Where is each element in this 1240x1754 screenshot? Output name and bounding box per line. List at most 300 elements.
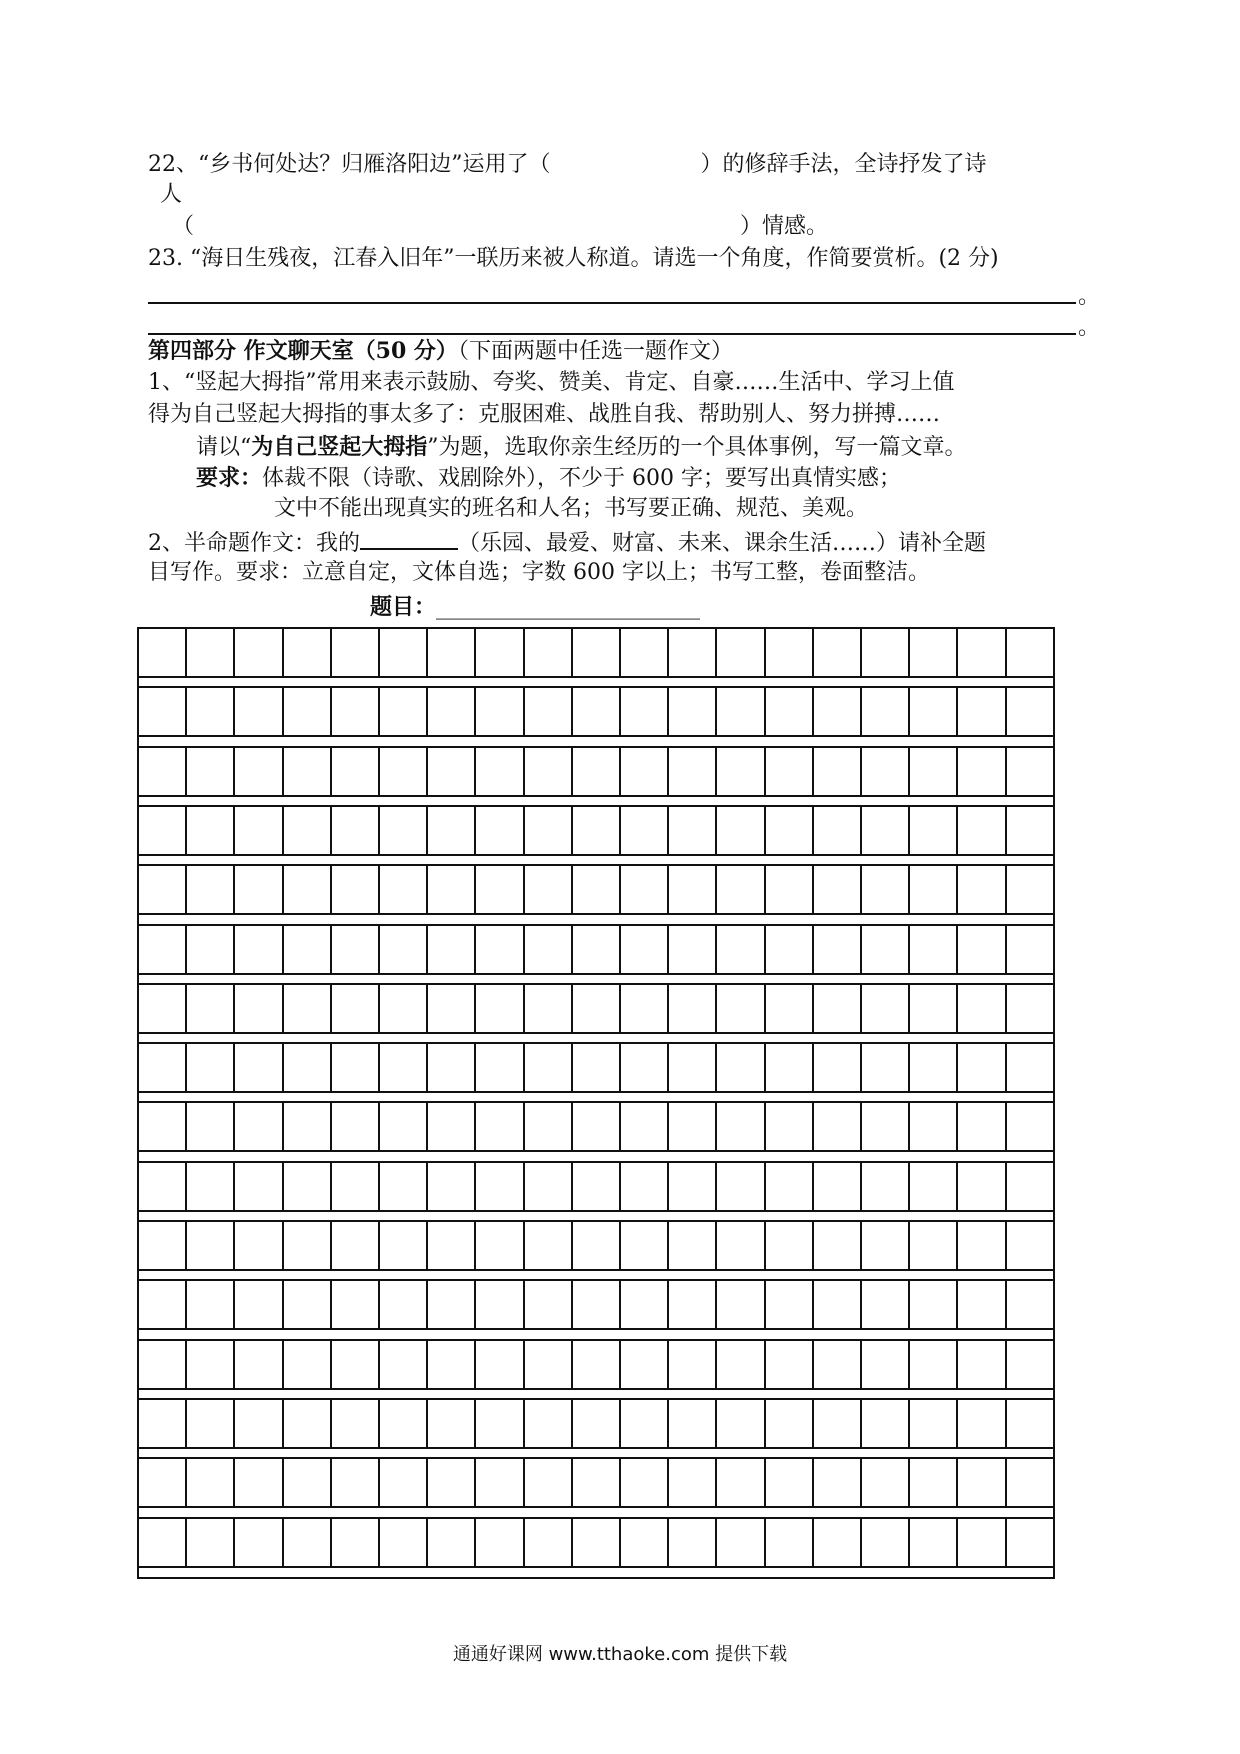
grid-cell[interactable] (862, 807, 910, 856)
grid-cell[interactable] (428, 1459, 476, 1508)
grid-cell[interactable] (428, 926, 476, 975)
grid-cell[interactable] (814, 1459, 862, 1508)
grid-cell[interactable] (669, 1103, 717, 1152)
grid-cell[interactable] (573, 926, 621, 975)
grid-cell[interactable] (428, 748, 476, 797)
grid-cell[interactable] (476, 1163, 524, 1212)
grid-cell[interactable] (766, 807, 814, 856)
grid-cell[interactable] (284, 1519, 332, 1568)
grid-cell[interactable] (235, 688, 283, 737)
grid-cell[interactable] (910, 1341, 958, 1390)
grid-cell[interactable] (235, 1163, 283, 1212)
grid-cell[interactable] (717, 1044, 765, 1093)
grid-cell[interactable] (525, 1519, 573, 1568)
grid-cell[interactable] (717, 807, 765, 856)
grid-cell[interactable] (717, 1281, 765, 1330)
grid-cell[interactable] (428, 1103, 476, 1152)
grid-cell[interactable] (476, 1222, 524, 1271)
grid-cell[interactable] (380, 866, 428, 915)
grid-cell[interactable] (862, 1222, 910, 1271)
grid-cell[interactable] (284, 807, 332, 856)
grid-cell[interactable] (235, 1519, 283, 1568)
grid-cell[interactable] (284, 748, 332, 797)
grid-cell[interactable] (332, 985, 380, 1034)
grid-cell[interactable] (1007, 1163, 1053, 1212)
grid-cell[interactable] (958, 688, 1006, 737)
grid-cell[interactable] (284, 1281, 332, 1330)
grid-cell[interactable] (284, 1044, 332, 1093)
grid-cell[interactable] (1007, 1459, 1053, 1508)
grid-cell[interactable] (187, 1222, 235, 1271)
grid-cell[interactable] (1007, 688, 1053, 737)
grid-cell[interactable] (380, 1222, 428, 1271)
grid-cell[interactable] (717, 1103, 765, 1152)
grid-cell[interactable] (862, 1341, 910, 1390)
grid-cell[interactable] (669, 1163, 717, 1212)
grid-cell[interactable] (139, 1103, 187, 1152)
title-blank[interactable]: ________________________ (436, 595, 701, 620)
grid-cell[interactable] (428, 1163, 476, 1212)
grid-cell[interactable] (428, 1281, 476, 1330)
grid-cell[interactable] (910, 629, 958, 678)
grid-cell[interactable] (573, 688, 621, 737)
grid-cell[interactable] (428, 866, 476, 915)
grid-cell[interactable] (332, 1163, 380, 1212)
grid-cell[interactable] (669, 985, 717, 1034)
grid-cell[interactable] (573, 748, 621, 797)
grid-cell[interactable] (669, 807, 717, 856)
grid-cell[interactable] (476, 1103, 524, 1152)
grid-cell[interactable] (139, 1281, 187, 1330)
grid-cell[interactable] (814, 985, 862, 1034)
grid-cell[interactable] (187, 866, 235, 915)
grid-cell[interactable] (573, 985, 621, 1034)
grid-cell[interactable] (766, 1400, 814, 1449)
grid-cell[interactable] (187, 1163, 235, 1212)
grid-cell[interactable] (573, 1281, 621, 1330)
grid-cell[interactable] (958, 1400, 1006, 1449)
grid-cell[interactable] (814, 629, 862, 678)
grid-cell[interactable] (139, 688, 187, 737)
grid-cell[interactable] (766, 629, 814, 678)
grid-cell[interactable] (669, 1044, 717, 1093)
grid-cell[interactable] (717, 1459, 765, 1508)
grid-cell[interactable] (525, 1163, 573, 1212)
grid-cell[interactable] (814, 1281, 862, 1330)
grid-cell[interactable] (525, 688, 573, 737)
grid-cell[interactable] (476, 688, 524, 737)
grid-cell[interactable] (380, 1281, 428, 1330)
grid-cell[interactable] (139, 1044, 187, 1093)
grid-cell[interactable] (1007, 985, 1053, 1034)
grid-cell[interactable] (1007, 807, 1053, 856)
grid-cell[interactable] (717, 1222, 765, 1271)
grid-cell[interactable] (235, 926, 283, 975)
grid-cell[interactable] (910, 1281, 958, 1330)
grid-cell[interactable] (669, 748, 717, 797)
grid-cell[interactable] (573, 866, 621, 915)
grid-cell[interactable] (862, 629, 910, 678)
grid-cell[interactable] (428, 1400, 476, 1449)
grid-cell[interactable] (476, 748, 524, 797)
grid-cell[interactable] (476, 1519, 524, 1568)
grid-cell[interactable] (235, 1222, 283, 1271)
grid-cell[interactable] (187, 985, 235, 1034)
grid-cell[interactable] (958, 1163, 1006, 1212)
grid-cell[interactable] (525, 1044, 573, 1093)
grid-cell[interactable] (1007, 1044, 1053, 1093)
grid-cell[interactable] (717, 1400, 765, 1449)
grid-cell[interactable] (621, 985, 669, 1034)
grid-cell[interactable] (717, 629, 765, 678)
grid-cell[interactable] (814, 1044, 862, 1093)
grid-cell[interactable] (766, 866, 814, 915)
grid-cell[interactable] (573, 629, 621, 678)
grid-cell[interactable] (525, 866, 573, 915)
grid-cell[interactable] (332, 1519, 380, 1568)
grid-cell[interactable] (187, 688, 235, 737)
grid-cell[interactable] (332, 1103, 380, 1152)
grid-cell[interactable] (1007, 1103, 1053, 1152)
grid-cell[interactable] (139, 985, 187, 1034)
grid-cell[interactable] (573, 1341, 621, 1390)
grid-cell[interactable] (621, 1400, 669, 1449)
grid-cell[interactable] (717, 748, 765, 797)
grid-cell[interactable] (621, 748, 669, 797)
grid-cell[interactable] (1007, 866, 1053, 915)
grid-cell[interactable] (187, 1519, 235, 1568)
grid-cell[interactable] (766, 1222, 814, 1271)
grid-cell[interactable] (476, 629, 524, 678)
grid-cell[interactable] (1007, 1281, 1053, 1330)
grid-cell[interactable] (380, 985, 428, 1034)
grid-cell[interactable] (814, 1341, 862, 1390)
grid-cell[interactable] (187, 1341, 235, 1390)
grid-cell[interactable] (1007, 926, 1053, 975)
grid-cell[interactable] (476, 926, 524, 975)
grid-cell[interactable] (187, 1400, 235, 1449)
grid-cell[interactable] (428, 1044, 476, 1093)
grid-cell[interactable] (910, 1459, 958, 1508)
grid-cell[interactable] (958, 1519, 1006, 1568)
grid-cell[interactable] (332, 1341, 380, 1390)
grid-cell[interactable] (717, 1519, 765, 1568)
grid-cell[interactable] (958, 985, 1006, 1034)
grid-cell[interactable] (910, 985, 958, 1034)
grid-cell[interactable] (139, 629, 187, 678)
grid-cell[interactable] (187, 1281, 235, 1330)
grid-cell[interactable] (573, 1163, 621, 1212)
grid-cell[interactable] (669, 1222, 717, 1271)
grid-cell[interactable] (476, 1459, 524, 1508)
grid-cell[interactable] (910, 1163, 958, 1212)
grid-cell[interactable] (235, 1281, 283, 1330)
grid-cell[interactable] (573, 1400, 621, 1449)
grid-cell[interactable] (621, 807, 669, 856)
grid-cell[interactable] (380, 688, 428, 737)
grid-cell[interactable] (139, 866, 187, 915)
grid-cell[interactable] (862, 1103, 910, 1152)
grid-cell[interactable] (187, 926, 235, 975)
grid-cell[interactable] (958, 1044, 1006, 1093)
grid-cell[interactable] (380, 629, 428, 678)
grid-cell[interactable] (910, 807, 958, 856)
grid-cell[interactable] (814, 866, 862, 915)
grid-cell[interactable] (332, 1459, 380, 1508)
grid-cell[interactable] (139, 1222, 187, 1271)
grid-cell[interactable] (284, 1341, 332, 1390)
grid-cell[interactable] (669, 866, 717, 915)
grid-cell[interactable] (380, 1400, 428, 1449)
grid-cell[interactable] (717, 1163, 765, 1212)
grid-cell[interactable] (1007, 629, 1053, 678)
grid-cell[interactable] (380, 1459, 428, 1508)
grid-cell[interactable] (235, 985, 283, 1034)
grid-cell[interactable] (766, 926, 814, 975)
grid-cell[interactable] (235, 1103, 283, 1152)
grid-cell[interactable] (187, 1103, 235, 1152)
grid-cell[interactable] (862, 985, 910, 1034)
grid-cell[interactable] (573, 1222, 621, 1271)
grid-cell[interactable] (1007, 1400, 1053, 1449)
grid-cell[interactable] (573, 1103, 621, 1152)
grid-cell[interactable] (573, 807, 621, 856)
grid-cell[interactable] (284, 688, 332, 737)
grid-cell[interactable] (380, 926, 428, 975)
grid-cell[interactable] (766, 748, 814, 797)
grid-cell[interactable] (284, 1459, 332, 1508)
grid-cell[interactable] (573, 1459, 621, 1508)
grid-cell[interactable] (1007, 748, 1053, 797)
grid-cell[interactable] (766, 1103, 814, 1152)
grid-cell[interactable] (958, 1222, 1006, 1271)
grid-cell[interactable] (235, 1044, 283, 1093)
grid-cell[interactable] (235, 1459, 283, 1508)
grid-cell[interactable] (717, 985, 765, 1034)
grid-cell[interactable] (621, 1459, 669, 1508)
grid-cell[interactable] (332, 1222, 380, 1271)
grid-cell[interactable] (428, 807, 476, 856)
grid-cell[interactable] (814, 1103, 862, 1152)
grid-cell[interactable] (669, 629, 717, 678)
grid-cell[interactable] (669, 1281, 717, 1330)
grid-cell[interactable] (525, 926, 573, 975)
grid-cell[interactable] (139, 926, 187, 975)
grid-cell[interactable] (139, 1459, 187, 1508)
grid-cell[interactable] (958, 1103, 1006, 1152)
grid-cell[interactable] (669, 1400, 717, 1449)
grid-cell[interactable] (525, 748, 573, 797)
grid-cell[interactable] (958, 926, 1006, 975)
grid-cell[interactable] (332, 1400, 380, 1449)
grid-cell[interactable] (139, 807, 187, 856)
grid-cell[interactable] (910, 1519, 958, 1568)
grid-cell[interactable] (332, 926, 380, 975)
grid-cell[interactable] (284, 1163, 332, 1212)
grid-cell[interactable] (525, 629, 573, 678)
grid-cell[interactable] (1007, 1222, 1053, 1271)
grid-cell[interactable] (139, 1341, 187, 1390)
grid-cell[interactable] (910, 1222, 958, 1271)
grid-cell[interactable] (621, 688, 669, 737)
grid-cell[interactable] (862, 926, 910, 975)
grid-cell[interactable] (766, 1341, 814, 1390)
grid-cell[interactable] (766, 1459, 814, 1508)
grid-cell[interactable] (958, 1341, 1006, 1390)
grid-cell[interactable] (1007, 1341, 1053, 1390)
grid-cell[interactable] (332, 748, 380, 797)
grid-cell[interactable] (766, 985, 814, 1034)
grid-cell[interactable] (621, 1163, 669, 1212)
grid-cell[interactable] (766, 1044, 814, 1093)
grid-cell[interactable] (1007, 1519, 1053, 1568)
grid-cell[interactable] (910, 1400, 958, 1449)
grid-cell[interactable] (862, 1519, 910, 1568)
grid-cell[interactable] (380, 1519, 428, 1568)
grid-cell[interactable] (525, 1103, 573, 1152)
grid-cell[interactable] (428, 985, 476, 1034)
grid-cell[interactable] (717, 926, 765, 975)
grid-cell[interactable] (910, 866, 958, 915)
grid-cell[interactable] (380, 1163, 428, 1212)
grid-cell[interactable] (476, 1044, 524, 1093)
grid-cell[interactable] (621, 1103, 669, 1152)
grid-cell[interactable] (187, 748, 235, 797)
grid-cell[interactable] (621, 1222, 669, 1271)
grid-cell[interactable] (476, 866, 524, 915)
grid-cell[interactable] (428, 688, 476, 737)
grid-cell[interactable] (187, 1459, 235, 1508)
grid-cell[interactable] (814, 1400, 862, 1449)
essay2-blank[interactable] (360, 526, 458, 550)
grid-cell[interactable] (862, 688, 910, 737)
grid-cell[interactable] (862, 1459, 910, 1508)
grid-cell[interactable] (428, 1222, 476, 1271)
grid-cell[interactable] (332, 807, 380, 856)
grid-cell[interactable] (717, 688, 765, 737)
grid-cell[interactable] (717, 866, 765, 915)
grid-cell[interactable] (862, 1163, 910, 1212)
grid-cell[interactable] (958, 1281, 1006, 1330)
grid-cell[interactable] (332, 1044, 380, 1093)
grid-cell[interactable] (332, 629, 380, 678)
grid-cell[interactable] (428, 629, 476, 678)
grid-cell[interactable] (621, 866, 669, 915)
grid-cell[interactable] (332, 688, 380, 737)
grid-cell[interactable] (428, 1519, 476, 1568)
grid-cell[interactable] (669, 1519, 717, 1568)
grid-cell[interactable] (476, 985, 524, 1034)
grid-cell[interactable] (766, 1519, 814, 1568)
grid-cell[interactable] (139, 1400, 187, 1449)
grid-cell[interactable] (621, 926, 669, 975)
grid-cell[interactable] (380, 1103, 428, 1152)
grid-cell[interactable] (284, 1222, 332, 1271)
composition-grid[interactable] (137, 627, 1055, 1579)
grid-cell[interactable] (766, 688, 814, 737)
grid-cell[interactable] (187, 1044, 235, 1093)
grid-cell[interactable] (235, 1400, 283, 1449)
grid-cell[interactable] (332, 866, 380, 915)
grid-cell[interactable] (958, 807, 1006, 856)
grid-cell[interactable] (669, 688, 717, 737)
grid-cell[interactable] (814, 1163, 862, 1212)
grid-cell[interactable] (814, 1519, 862, 1568)
grid-cell[interactable] (573, 1519, 621, 1568)
grid-cell[interactable] (910, 1103, 958, 1152)
grid-cell[interactable] (525, 807, 573, 856)
grid-cell[interactable] (525, 1400, 573, 1449)
grid-cell[interactable] (476, 1281, 524, 1330)
grid-cell[interactable] (958, 1459, 1006, 1508)
grid-cell[interactable] (958, 866, 1006, 915)
grid-cell[interactable] (525, 1341, 573, 1390)
grid-cell[interactable] (380, 1341, 428, 1390)
grid-cell[interactable] (380, 1044, 428, 1093)
grid-cell[interactable] (139, 1163, 187, 1212)
grid-cell[interactable] (573, 1044, 621, 1093)
grid-cell[interactable] (958, 629, 1006, 678)
grid-cell[interactable] (814, 926, 862, 975)
grid-cell[interactable] (621, 1044, 669, 1093)
grid-cell[interactable] (862, 1400, 910, 1449)
grid-cell[interactable] (958, 748, 1006, 797)
grid-cell[interactable] (621, 1341, 669, 1390)
grid-cell[interactable] (428, 1341, 476, 1390)
grid-cell[interactable] (862, 1281, 910, 1330)
grid-cell[interactable] (380, 807, 428, 856)
grid-cell[interactable] (525, 985, 573, 1034)
grid-cell[interactable] (235, 866, 283, 915)
grid-cell[interactable] (669, 1459, 717, 1508)
grid-cell[interactable] (332, 1281, 380, 1330)
q23-answer-line-2[interactable] (148, 333, 1076, 335)
grid-cell[interactable] (621, 629, 669, 678)
grid-cell[interactable] (476, 1400, 524, 1449)
grid-cell[interactable] (476, 1341, 524, 1390)
grid-cell[interactable] (235, 748, 283, 797)
grid-cell[interactable] (814, 1222, 862, 1271)
grid-cell[interactable] (187, 807, 235, 856)
grid-cell[interactable] (814, 807, 862, 856)
grid-cell[interactable] (766, 1163, 814, 1212)
q23-answer-line-1[interactable] (148, 302, 1076, 304)
grid-cell[interactable] (525, 1281, 573, 1330)
grid-cell[interactable] (235, 807, 283, 856)
grid-cell[interactable] (284, 926, 332, 975)
grid-cell[interactable] (380, 748, 428, 797)
grid-cell[interactable] (284, 1103, 332, 1152)
grid-cell[interactable] (139, 1519, 187, 1568)
grid-cell[interactable] (814, 748, 862, 797)
grid-cell[interactable] (139, 748, 187, 797)
grid-cell[interactable] (284, 985, 332, 1034)
grid-cell[interactable] (187, 629, 235, 678)
grid-cell[interactable] (525, 1222, 573, 1271)
grid-cell[interactable] (814, 688, 862, 737)
grid-cell[interactable] (910, 1044, 958, 1093)
grid-cell[interactable] (910, 748, 958, 797)
grid-cell[interactable] (284, 1400, 332, 1449)
grid-cell[interactable] (476, 807, 524, 856)
grid-cell[interactable] (235, 629, 283, 678)
grid-cell[interactable] (284, 866, 332, 915)
grid-cell[interactable] (621, 1281, 669, 1330)
grid-cell[interactable] (717, 1341, 765, 1390)
grid-cell[interactable] (669, 926, 717, 975)
grid-cell[interactable] (910, 926, 958, 975)
grid-cell[interactable] (766, 1281, 814, 1330)
